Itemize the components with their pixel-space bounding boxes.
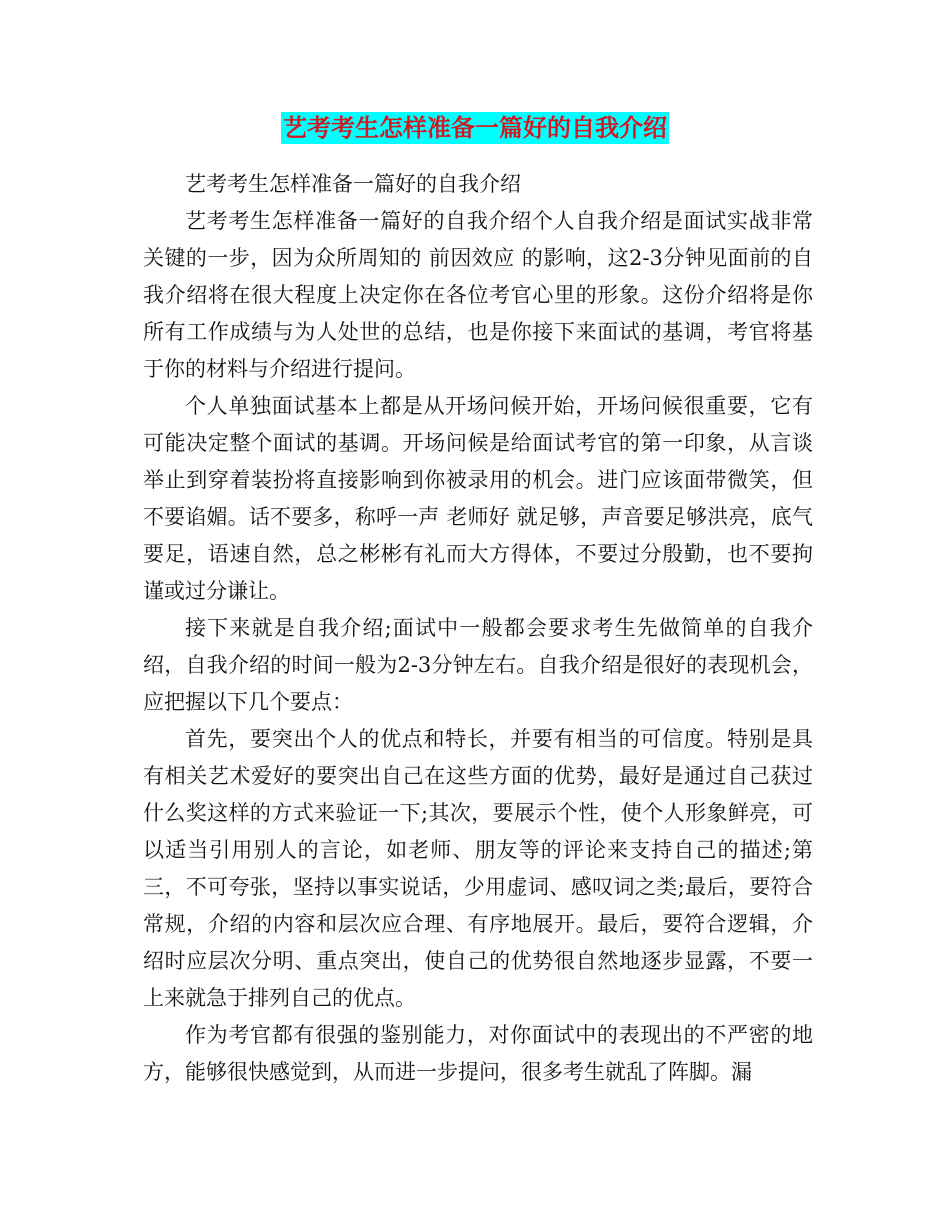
paragraph-subtitle: 艺考考生怎样准备一篇好的自我介绍 — [185, 172, 521, 196]
paragraph: 个人单独面试基本上都是从开场问候开始，开场问候很重要，它有可能决定整个面试的基调。开场问候是给面试考官的第一印象，从言谈举止到穿着装扮将直接影响到你被录用的机会。进门应该面带微笑，但不要谄媚。话不要多，称呼一声 老师好 就足够，声音要足够洪亮，底气要足，语速自然，总之彬彬有礼而大方得体，不要过分殷勤，也不要拘谨或过分谦让。 — [143, 394, 813, 603]
paragraph: 艺考考生怎样准备一篇好的自我介绍个人自我介绍是面试实战非常关键的一步，因为众所周知的 前因效应 的影响，这2-3分钟见面前的自我介绍将在很大程度上决定你在各位考官心里的形象。这份介绍将是你所有工作成绩与为人处世的总结，也是你接下来面试的基调，考官将基于你的材料与介绍进行提问。 — [143, 209, 813, 381]
title-block — [0, 112, 950, 144]
document-title: 艺考考生怎样准备一篇好的自我介绍 — [283, 114, 667, 142]
document-body — [143, 166, 813, 1091]
paragraph: 首先，要突出个人的优点和特长，并要有相当的可信度。特别是具有相关艺术爱好的要突出自己在这些方面的优势，最好是通过自己获过什么奖这样的方式来验证一下;其次，要展示个性，使个人形象鲜亮，可以适当引用别人的言论，如老师、朋友等的评论来支持自己的描述;第三，不可夸张，坚持以事实说话，少用虚词、感叹词之类;最后，要符合常规，介绍的内容和层次应合理、有序地展开。最后，要符合逻辑，介绍时应层次分明、重点突出，使自己的优势很自然地逐步显露，不要一上来就急于排列自己的优点。 — [143, 727, 813, 1010]
paragraph: 作为考官都有很强的鉴别能力，对你面试中的表现出的不严密的地方，能够很快感觉到，从而进一步提问，很多考生就乱了阵脚。漏 — [143, 1023, 813, 1084]
paragraph: 接下来就是自我介绍;面试中一般都会要求考生先做简单的自我介绍，自我介绍的时间一般为2-3分钟左右。自我介绍是很好的表现机会，应把握以下几个要点： — [143, 616, 813, 714]
